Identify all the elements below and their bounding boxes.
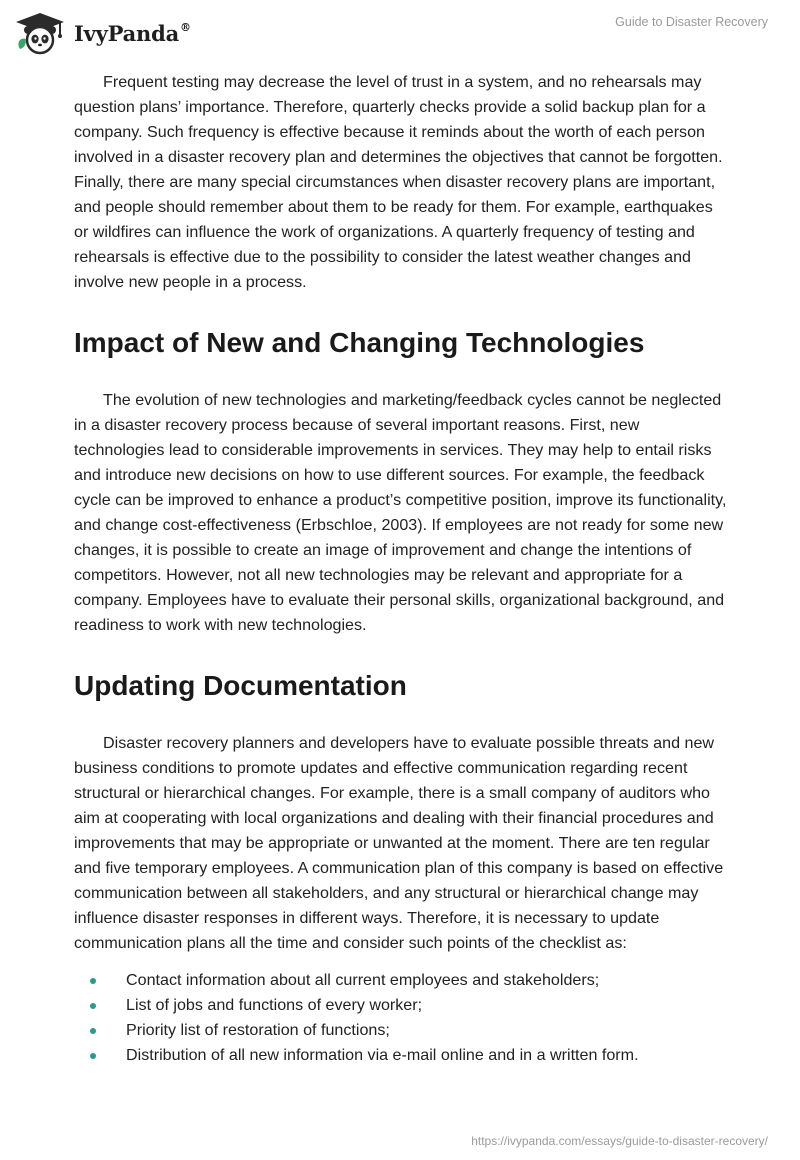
paragraph-testing-frequency: Frequent testing may decrease the level of trust in a system, and no rehearsals may question plans’ importance. Therefore, quarterly checks provide a solid backup plan for a company. Such frequency is effective because it reminds about the worth of each person involved in a disaster recovery plan and determines the objectives that cannot be forgotten. Finally, there are many special circumstances when disaster recovery plans are important, and people should remember about them to be ready for them. For example, earthquakes or wildfires can influence the work of organizations. A quarterly frequency of testing and rehearsals is effective due to the possibility to consider the latest weather changes and involve new people in a process. bbox=[74, 73, 723, 291]
section-heading-technologies: Impact of New and Changing Technologies bbox=[74, 327, 645, 358]
ivypanda-logo[interactable] bbox=[14, 10, 191, 56]
essay-content bbox=[74, 70, 730, 1068]
section-heading-documentation: Updating Documentation bbox=[74, 670, 407, 701]
bullet-icon bbox=[90, 978, 96, 984]
registered-mark: ® bbox=[180, 20, 191, 34]
bullet-icon bbox=[90, 1053, 96, 1059]
bullet-icon bbox=[90, 1028, 96, 1034]
panda-graduate-icon bbox=[14, 11, 66, 55]
list-item: Contact information about all current employees and stakeholders; bbox=[74, 968, 730, 993]
bullet-icon bbox=[90, 1003, 96, 1009]
paragraph-technologies: The evolution of new technologies and marketing/feedback cycles cannot be neglected in a disaster recovery process because of several important reasons. First, new technologies lead to considerable improvements in services. They may help to entail risks and introduce new decisions on how to use different sources. For example, the feedback cycle can be improved to enhance a product’s competitive position, improve its functionality, and change cost-effectiveness (Erbschloe, 2003). If employees are not ready for some new changes, it is possible to create an image of improvement and change the intentions of competitors. However, not all new technologies may be relevant and appropriate for a company. Employees have to evaluate their personal skills, organizational background, and readiness to work with new technologies. bbox=[74, 391, 727, 634]
checklist bbox=[74, 968, 730, 1068]
list-item: Priority list of restoration of functions; bbox=[74, 1018, 730, 1043]
paragraph-documentation: Disaster recovery planners and developers have to evaluate possible threats and new business conditions to promote updates and effective communication regarding recent structural or hierarchical changes. For example, there is a small company of auditors who aim at cooperating with local organizations and dealing with their financial procedures and improvements that may be appropriate or unwanted at the moment. There are ten regular and five temporary employees. A communication plan of this company is based on effective communication between all stakeholders, and any structural or hierarchical change may influence disaster responses in different ways. Therefore, it is necessary to update communication plans all the time and consider such points of the checklist as: bbox=[74, 734, 724, 952]
list-item: List of jobs and functions of every worker; bbox=[74, 993, 730, 1018]
page-header bbox=[0, 0, 800, 62]
document-title: Guide to Disaster Recovery bbox=[615, 15, 768, 29]
brand-name: IvyPanda® bbox=[74, 20, 191, 46]
source-url-link[interactable]: https://ivypanda.com/essays/guide-to-disaster-recovery/ bbox=[471, 1134, 768, 1148]
list-item: Distribution of all new information via e-mail online and in a written form. bbox=[74, 1043, 730, 1068]
